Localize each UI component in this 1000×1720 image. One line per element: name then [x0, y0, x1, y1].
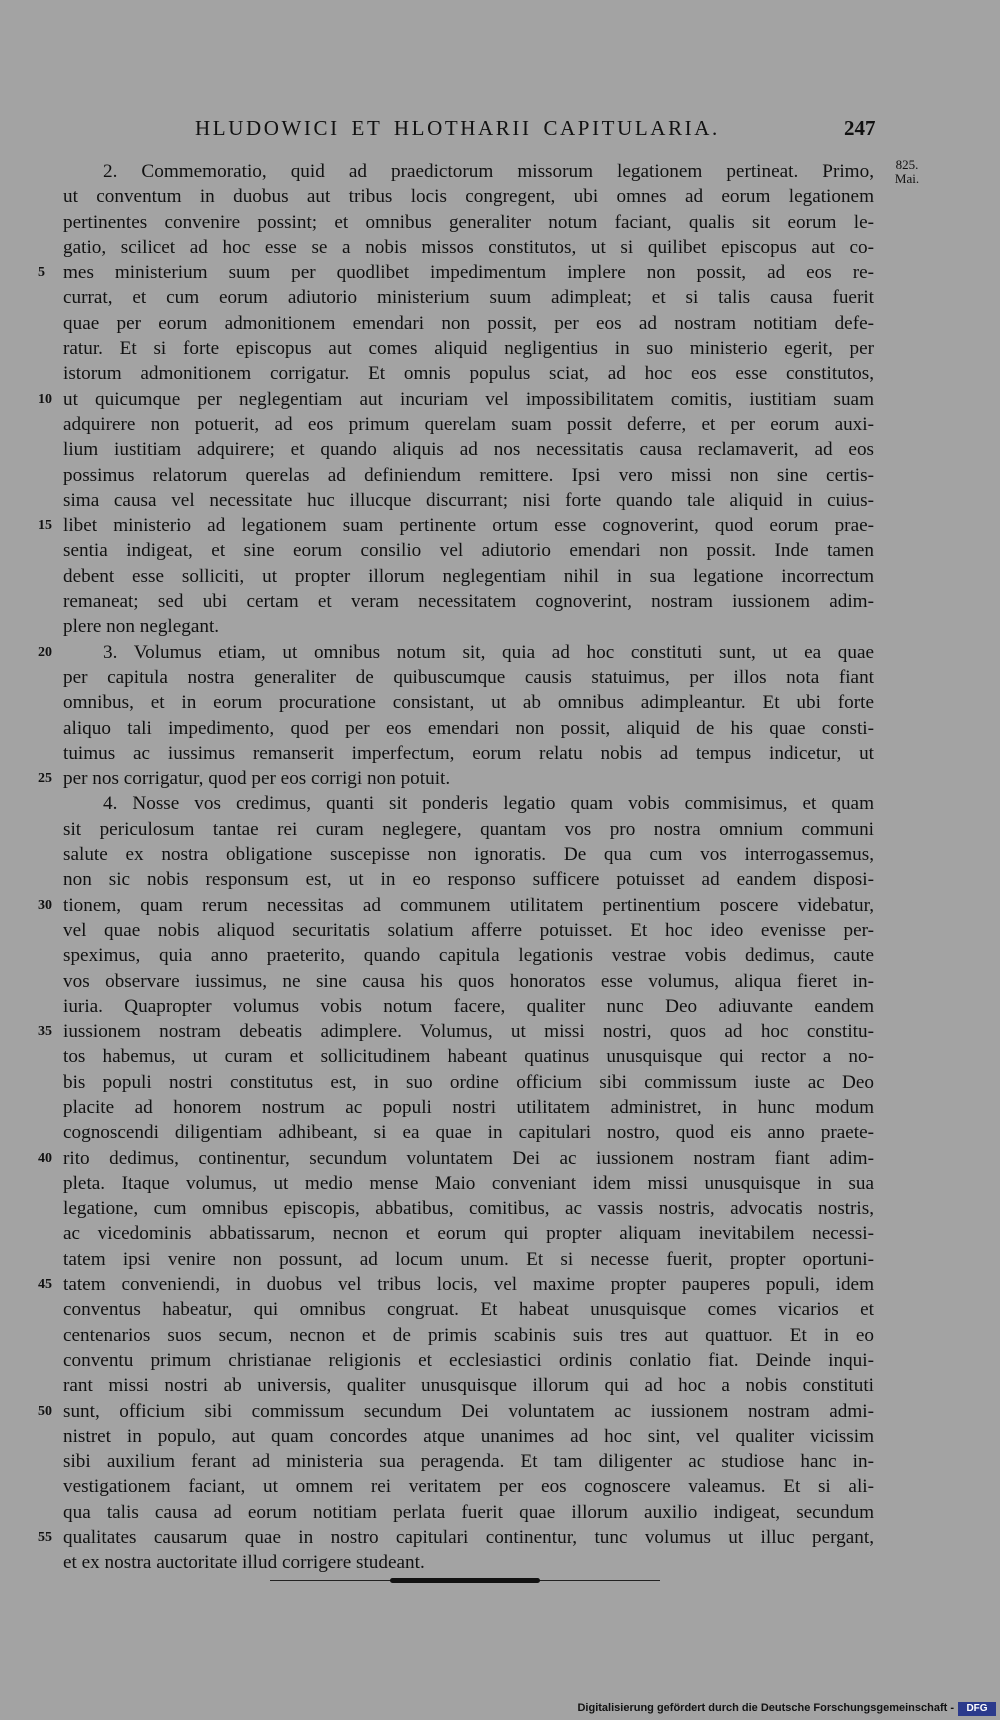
text-line — [0, 791, 1000, 816]
line-text: 3. Volumus etiam, ut omnibus notum sit, quia ad hoc constituti sunt, ut ea quae — [103, 641, 874, 663]
text-line — [0, 1095, 1000, 1120]
line-text: conventu primum christianae religionis et ecclesiastici ordinis conlatio fiat. Deinde inqui- — [63, 1349, 874, 1371]
text-line — [0, 665, 1000, 690]
line-text: libet ministerio ad legationem suam pertinente ortum esse cognoverint, quod eorum prae- — [63, 515, 874, 537]
line-text: tatem ipsi venire non possunt, ad locum unum. Et si necesse fuerit, propter oportuni- — [63, 1248, 874, 1270]
line-text: quae per eorum admonitionem emendari non possit, per eos ad nostram notitiam defe- — [63, 312, 874, 334]
line-text: rant missi nostri ab universis, qualiter unusquisque illorum qui ad hoc a nobis constituti — [63, 1375, 874, 1397]
line-text: cognoscendi diligentiam adhibeant, si ea quae in capitulari nostro, quod eis anno praete- — [63, 1122, 874, 1144]
text-line — [0, 1449, 1000, 1474]
end-ornament-rule — [270, 1578, 660, 1583]
text-line — [0, 1373, 1000, 1398]
line-number: 10 — [38, 391, 52, 407]
line-text: sibi auxilium ferant ad ministeria sua peragenda. Et tam diligenter ac studiose hanc in- — [63, 1451, 874, 1473]
page-number: 247 — [844, 116, 876, 140]
text-line — [0, 741, 1000, 766]
text-line — [0, 766, 1000, 791]
text-line — [0, 463, 1000, 488]
text-line — [0, 564, 1000, 589]
line-text: iuria. Quapropter volumus vobis notum facere, qualiter nunc Deo adiuvante eandem — [63, 995, 874, 1017]
text-line — [0, 1297, 1000, 1322]
line-text: 2. Commemoratio, quid ad praedictorum missorum legationem pertineat. Primo, — [103, 161, 874, 182]
margin-month: Mai. — [894, 171, 920, 186]
text-line — [0, 361, 1000, 386]
line-text: centenarios suos secum, necnon et de primis scabinis suis tres aut quattuor. Et in eo — [63, 1324, 874, 1346]
line-text: vestigationem faciant, ut omnem rei veritatem per eos cognoscere valeamus. Et si ali- — [63, 1476, 874, 1498]
line-text: iussionem nostram debeatis adimplere. Volumus, ut missi nostri, quos ad hoc constitu- — [63, 1021, 874, 1043]
text-line — [0, 1171, 1000, 1196]
line-number: 20 — [38, 644, 52, 660]
text-line — [0, 893, 1000, 918]
text-line — [0, 1019, 1000, 1044]
text-line — [0, 690, 1000, 715]
line-text: omnibus, et in eorum procuratione consistant, ut ab omnibus adimpleantur. Et ubi forte — [63, 692, 874, 714]
line-text: plere non neglegant. — [63, 616, 220, 638]
line-text: tionem, quam rerum necessitas ad communem utilitatem pertinentium poscere videbatur, — [63, 894, 874, 916]
text-line — [0, 969, 1000, 994]
line-text: pleta. Itaque volumus, ut medio mense Maio conveniant idem missi unusquisque in sua — [63, 1172, 874, 1194]
text-line — [0, 1474, 1000, 1499]
page-footer — [0, 1700, 1000, 1720]
line-number: 40 — [38, 1150, 52, 1166]
text-line — [0, 1221, 1000, 1246]
text-line — [0, 1500, 1000, 1525]
line-text: nistret in populo, aut quam concordes atque unanimes ad hoc sint, vel qualiter vicissim — [63, 1425, 874, 1447]
line-text: pertinentes convenire possint; et omnibus generaliter notum faciant, qualis sit eorum le- — [63, 211, 874, 233]
text-line — [0, 1196, 1000, 1221]
text-line — [0, 184, 1000, 209]
text-line — [0, 994, 1000, 1019]
line-text: et ex nostra auctoritate illud corrigere studeant. — [63, 1552, 425, 1574]
page-header — [0, 116, 1000, 146]
line-number: 35 — [38, 1024, 52, 1040]
line-number: 55 — [38, 1530, 52, 1546]
line-text: sunt, officium sibi commissum secundum Dei voluntatem ac iussionem nostram admi- — [63, 1400, 874, 1422]
line-text: sit periculosum tantae rei curam neglegere, quantam vos pro nostra omnium communi — [63, 818, 874, 840]
line-text: mes ministerium suum per quodlibet impedimentum implere non possit, ad eos re- — [63, 262, 874, 284]
text-line — [0, 1120, 1000, 1145]
text-line — [0, 1525, 1000, 1550]
text-line — [0, 260, 1000, 285]
text-line — [0, 311, 1000, 336]
text-line — [0, 1424, 1000, 1449]
text-line — [0, 437, 1000, 462]
line-text: ac vicedominis abbatissarum, necnon et eorum qui propter aliquam inevitabilem necessi- — [63, 1223, 874, 1245]
line-text: bis populi nostri constitutus est, in suo ordine officium sibi commissum iuste ac Deo — [63, 1071, 874, 1093]
line-text: remaneat; sed ubi certam et veram necessitatem cognoverint, nostram iussionem adim- — [63, 591, 874, 613]
line-text: vel quae nobis aliquod securitatis solatium afferre potuisset. Et hoc ideo evenisse per- — [63, 919, 874, 941]
line-text: tos habemus, ut curam et sollicitudinem habeant quatinus unusquisque qui rector a no- — [63, 1046, 874, 1068]
line-text: vos observare iussimus, ne sine causa his quos honoratos esse volumus, aliqua fieret in- — [63, 970, 874, 992]
line-text: lium iustitiam adquirere; et quando aliquis ad nos necessitatis causa reclamaverit, ad eos — [63, 439, 874, 461]
text-line — [0, 159, 1000, 184]
line-text: tatem conveniendi, in duobus vel tribus locis, vel maxime propter pauperes populi, idem — [63, 1274, 874, 1296]
text-line — [0, 1550, 1000, 1575]
line-text: 4. Nosse vos credimus, quanti sit ponderis legatio quam vobis commisimus, et quam — [103, 793, 874, 815]
text-line — [0, 210, 1000, 235]
text-line — [0, 513, 1000, 538]
line-text: debent esse solliciti, ut propter illorum neglegentiam nihil in sua legatione incorrectum — [63, 565, 874, 587]
line-text: currat, et cum eorum adiutorio ministerium suum adimpleat; et si talis causa fuerit — [63, 287, 874, 309]
text-line — [0, 235, 1000, 260]
line-text: istorum admonitionem corrigatur. Et omnis populus sciat, ad hoc eos esse constitutos, — [63, 363, 874, 385]
text-line — [0, 387, 1000, 412]
dfg-logo: DFG — [958, 1702, 996, 1716]
line-text: non sic nobis responsum est, ut in eo responso sufficere potuisset ad eandem disposi- — [63, 869, 874, 891]
text-line — [0, 943, 1000, 968]
line-text: per capitula nostra generaliter de quibuscumque causis statuimus, per illos nota fiant — [63, 666, 874, 688]
text-line — [0, 1247, 1000, 1272]
text-line — [0, 716, 1000, 741]
text-line — [0, 1146, 1000, 1171]
text-line — [0, 817, 1000, 842]
line-text: sentia indigeat, et sine eorum consilio vel adiutorio emendari non possit. Inde tamen — [63, 540, 874, 562]
margin-year: 825. — [895, 157, 919, 172]
text-line — [0, 1272, 1000, 1297]
text-line — [0, 1044, 1000, 1069]
line-text: speximus, quia anno praeterito, quando capitula legationis vestrae vobis dedimus, caute — [63, 945, 874, 967]
text-line — [0, 285, 1000, 310]
line-number: 5 — [38, 265, 45, 281]
text-line — [0, 488, 1000, 513]
line-number: 25 — [38, 771, 52, 787]
line-text: legatione, cum omnibus episcopis, abbatibus, comitibus, ac vassis nostris, advocatis nostris, — [63, 1198, 874, 1220]
line-text: tuimus ac iussimus remanserit imperfectum, eorum relatu nobis ad tempus indicetur, ut — [63, 742, 874, 764]
line-text: possimus relatorum querelas ad definiendum remittere. Ipsi vero missi non sine certis- — [63, 464, 874, 486]
text-line — [0, 336, 1000, 361]
line-number: 50 — [38, 1403, 52, 1419]
body-text — [0, 159, 1000, 1576]
text-line — [0, 842, 1000, 867]
line-text: ut conventum in duobus aut tribus locis congregent, ubi omnes ad eorum legationem — [63, 186, 874, 208]
line-text: placite ad honorem nostrum ac populi nostri utilitatem administret, in hunc modum — [63, 1096, 874, 1118]
line-text: aliquo tali impedimento, quod per eos emendari non possit, aliquid de his quae consti- — [63, 717, 874, 739]
line-text: qualitates causarum quae in nostro capitulari continentur, tunc volumus ut illuc pergant, — [63, 1527, 874, 1549]
text-line — [0, 1323, 1000, 1348]
text-line — [0, 918, 1000, 943]
text-line — [0, 538, 1000, 563]
text-line — [0, 867, 1000, 892]
line-text: salute ex nostra obligatione suscepisse non ignoratis. De qua cum vos interrogassemus, — [63, 844, 874, 866]
line-text: per nos corrigatur, quod per eos corrigi non potuit. — [63, 768, 451, 790]
text-line — [0, 614, 1000, 639]
text-line — [0, 1399, 1000, 1424]
line-text: conventus habeatur, qui omnibus congruat. Et habeat unusquisque comes vicarios et — [63, 1299, 874, 1321]
text-line — [0, 640, 1000, 665]
text-line — [0, 1070, 1000, 1095]
line-text: ratur. Et si forte episcopus aut comes aliquid negligentius in suo ministerio egerit, per — [63, 338, 874, 360]
line-text: gatio, scilicet ad hoc esse se a nobis missos constitutos, ut si quilibet episcopus aut co- — [63, 236, 874, 258]
running-title: HLUDOWICI ET HLOTHARII CAPITULARIA. — [195, 116, 720, 140]
line-text: sima causa vel necessitate huc illucque discurrant; nisi forte quando tale aliquid in cuius- — [63, 489, 874, 511]
text-line — [0, 412, 1000, 437]
text-line — [0, 589, 1000, 614]
line-text: adquirere non potuerit, ad eos primum querelam suam possit deferre, et per eorum auxi- — [63, 413, 874, 435]
line-number: 15 — [38, 518, 52, 534]
line-number: 30 — [38, 897, 52, 913]
line-number: 45 — [38, 1277, 52, 1293]
line-text: qua talis causa ad eorum notitiam perlata fuerit quae illorum auxilio indigeat, secundum — [63, 1501, 874, 1523]
text-line — [0, 1348, 1000, 1373]
funding-note: Digitalisierung gefördert durch die Deutsche Forschungsgemeinschaft - — [577, 1702, 954, 1714]
line-text: rito dedimus, continentur, secundum voluntatem Dei ac iussionem nostram fiant adim- — [63, 1147, 874, 1169]
line-text: ut quicumque per neglegentiam aut incuriam vel impossibilitatem comitis, iustitiam suam — [63, 388, 874, 410]
